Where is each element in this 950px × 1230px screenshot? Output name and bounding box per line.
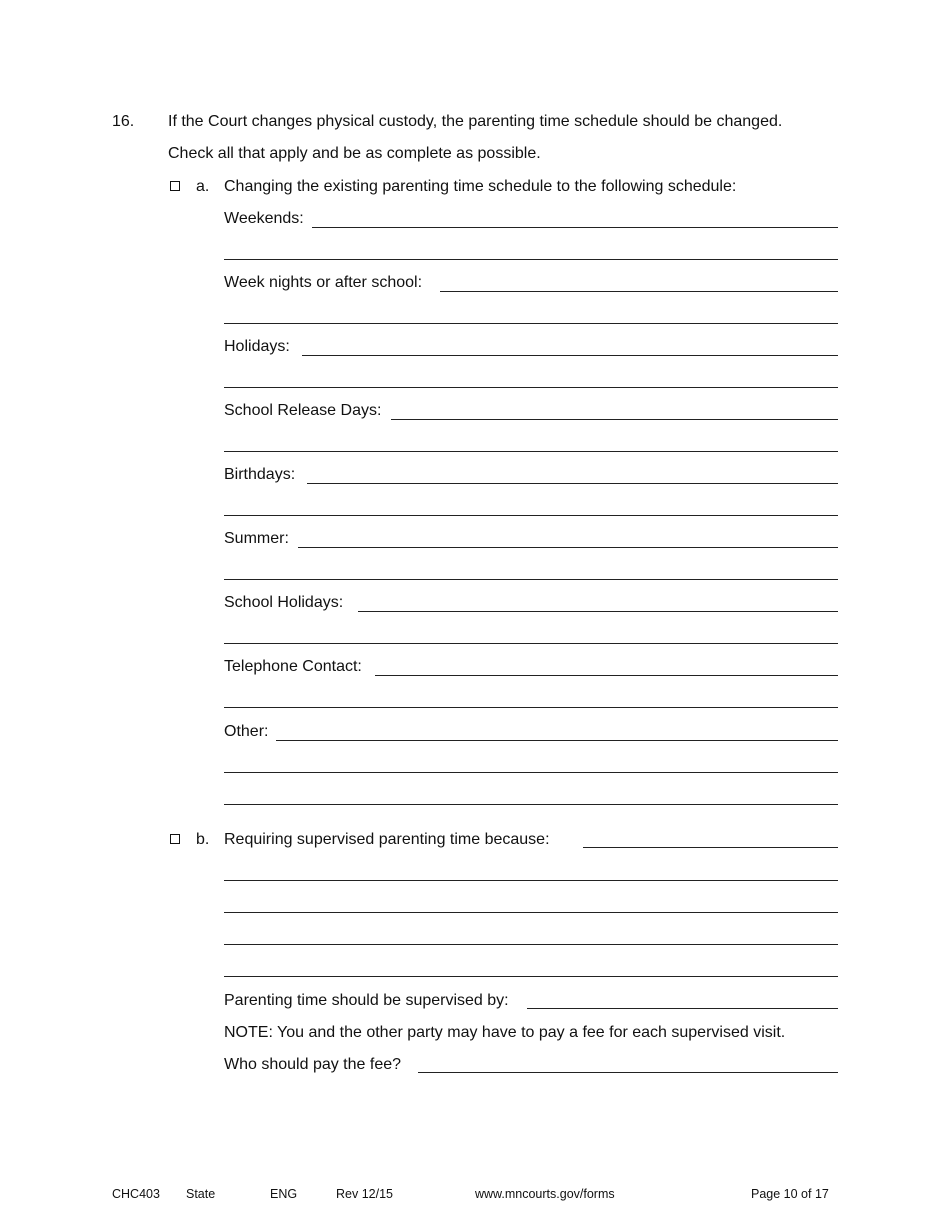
supervised-reason-input-line-4[interactable] (224, 944, 838, 945)
other-input-line-3[interactable] (224, 804, 838, 805)
fee-payer-input-line[interactable] (418, 1072, 838, 1073)
supervised-reason-input-line-2[interactable] (224, 880, 838, 881)
fee-note: NOTE: You and the other party may have to pay a fee for each supervised visit. (224, 1024, 786, 1041)
school-release-days-input-line[interactable] (391, 419, 838, 420)
option-a-heading: Changing the existing parenting time schedule to the following schedule: (224, 178, 737, 195)
summer-input-line[interactable] (298, 547, 838, 548)
telephone-contact-input-line[interactable] (375, 675, 838, 676)
footer-language: ENG (270, 1187, 298, 1201)
footer-jurisdiction: State (186, 1187, 216, 1201)
footer-page-number: Page 10 of 17 (751, 1187, 829, 1201)
weekends-input-line-2[interactable] (224, 259, 838, 260)
field-label-school-release-days: School Release Days: (224, 402, 382, 419)
footer-form-code: CHC403 (112, 1187, 160, 1201)
field-label-week-nights: Week nights or after school: (224, 274, 423, 291)
field-label-telephone-contact: Telephone Contact: (224, 658, 362, 675)
footer-website: www.mncourts.gov/forms (475, 1187, 615, 1201)
question-number: 16. (112, 113, 135, 130)
field-label-other: Other: (224, 723, 269, 740)
week-nights-input-line[interactable] (440, 291, 838, 292)
option-a-checkbox[interactable] (170, 181, 180, 191)
option-a-letter: a. (196, 178, 210, 195)
supervised-reason-input-line-5[interactable] (224, 976, 838, 977)
telephone-contact-input-line-2[interactable] (224, 707, 838, 708)
field-label-birthdays: Birthdays: (224, 466, 296, 483)
summer-input-line-2[interactable] (224, 579, 838, 580)
field-label-weekends: Weekends: (224, 210, 304, 227)
question-text-line2: Check all that apply and be as complete as possible. (168, 145, 541, 162)
supervised-reason-input-line[interactable] (583, 847, 838, 848)
footer-revision: Rev 12/15 (336, 1187, 393, 1201)
supervised-by-input-line[interactable] (527, 1008, 838, 1009)
field-label-summer: Summer: (224, 530, 289, 547)
field-label-holidays: Holidays: (224, 338, 290, 355)
fee-payer-label: Who should pay the fee? (224, 1056, 402, 1073)
school-holidays-input-line-2[interactable] (224, 643, 838, 644)
field-label-school-holidays: School Holidays: (224, 594, 344, 611)
supervised-by-label: Parenting time should be supervised by: (224, 992, 509, 1009)
birthdays-input-line[interactable] (307, 483, 838, 484)
other-input-line[interactable] (276, 740, 838, 741)
birthdays-input-line-2[interactable] (224, 515, 838, 516)
week-nights-input-line-2[interactable] (224, 323, 838, 324)
school-holidays-input-line[interactable] (358, 611, 838, 612)
supervised-reason-input-line-3[interactable] (224, 912, 838, 913)
holidays-input-line-2[interactable] (224, 387, 838, 388)
holidays-input-line[interactable] (302, 355, 838, 356)
option-b-letter: b. (196, 831, 210, 848)
weekends-input-line[interactable] (312, 227, 838, 228)
school-release-days-input-line-2[interactable] (224, 451, 838, 452)
other-input-line-2[interactable] (224, 772, 838, 773)
question-text-line1: If the Court changes physical custody, the parenting time schedule should be changed. (168, 113, 783, 130)
option-b-heading: Requiring supervised parenting time because: (224, 831, 550, 848)
option-b-checkbox[interactable] (170, 834, 180, 844)
